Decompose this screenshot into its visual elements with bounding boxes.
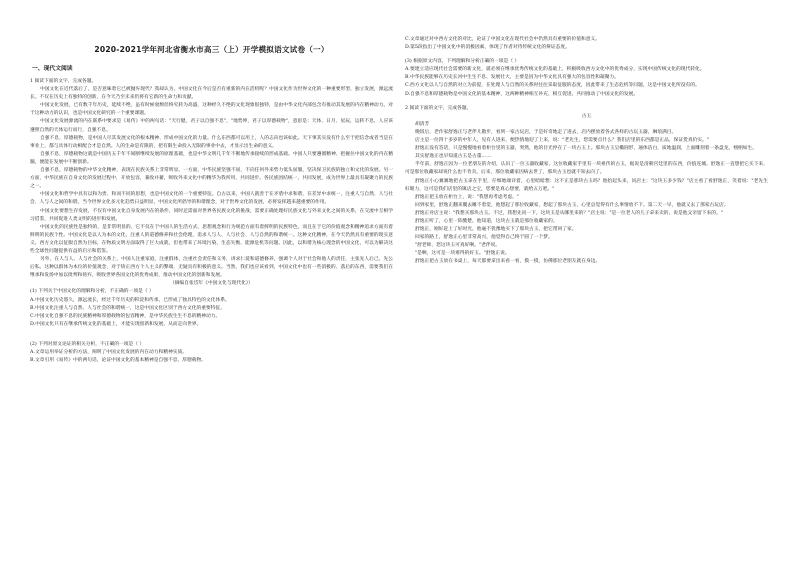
question-option: D.中国文化只有在继承传统文化的基础上，才能实现创新和发展，从而走向世界。: [30, 321, 202, 327]
story-title: 古玉: [581, 113, 592, 119]
story-paragraph: 晚饭后，老作家舒逸正与老伴儿散步，看到一家古玩店，于是好奇地走了进去，店内摆放着各式各样的古玩玉器，琳琅满目。: [415, 129, 677, 135]
part2-heading: 2 阅读下面的文字，完成各题。: [405, 105, 472, 111]
story-paragraph: 舒逸正小心翼翼地把古玉拿在手里，仔细地端详着，心里暗暗想：这不正是那块古玉吗？他抬起头来，问店主："这块玉多少钱？"店主看了看舒逸正，笑着说："老先生好眼力，这可是我们店里的镇店之宝，您要是真心想要，就给五万吧。": [405, 178, 768, 192]
story-paragraph: "舒老师，您这块玉可真好啊。"老伴说。: [415, 243, 501, 249]
story-paragraph: 舒逸正，刚好赶上了好时光。他毫不犹豫地买下了那块古玉，把它带回了家。: [415, 227, 577, 233]
story-paragraph: 舒逸正没有答话，只是慢慢地看着柜台里的玉器，突然，他的目光停在了一块古玉上。那块古玉呈椭圆形，通体洁白，质地温润，上面雕刻着一条盘龙，栩栩如生。: [415, 146, 758, 152]
story-paragraph: 半年前，舒逸正因为一位老朋友的介绍，认识了一位玉器收藏家，这位收藏家手里有一块祖传的古玉，据说是清朝宫廷里的东西，价值连城。舒逸正一直想把它买下来，可是那位收藏家却说什么也不肯卖。后来，那位收藏家因病去世了，那块古玉也就不知去向了。: [405, 162, 768, 176]
question-option: A.要建立适应现代社会需要的新文化，就必须在继承优秀传统文化的基础上，积极吸收西方文化中的优秀成分，实现中国传统文化的现代转化。: [405, 67, 705, 73]
article-paragraph: 中国文化在近代落后了，是否意味着它已被抛弃现代？我却认为，中国文化在今后是否有重新的内在活机呢？中国文化作为世界文化的一种重要形型，独立发展，源远流长。不仅在历史上有独特的创新，在今天乃至未来仍将有它新的生命力和贡献。: [30, 87, 393, 101]
left-column: [30, 0, 393, 562]
story-paragraph: 舒逸正对店主说："我想买那块古玉。不过，我想先问一下，这块玉是从哪里来的？"店主说："是一位老人的儿子拿来卖的，说是他父亲留下来的。": [415, 210, 723, 216]
story-paragraph: 舒逸正听了，心里一阵酸楚。他知道，这块古玉就是那位收藏家的。: [415, 218, 558, 224]
question-stem: (3) 根据原文内容，下列理解和分析正确的一项是（ ）: [405, 59, 520, 65]
article-paragraph: 中国文化发展源流的内在联系中要求是《易传》中的两句话："天行健，君子以自强不息"，"地势坤，君子以厚德载物"，意思是：天体、日月、星辰，运转不息，人应该遵照自然的天体运行而行，自强不息。: [30, 119, 393, 133]
story-paragraph: 回到家里，舒逸正翻来覆去睡不着觉，他想起了那位收藏家，想起了那块古玉，心里总觉得有什么事情放不下。第二天一早，他就又去了那家古玩店。: [415, 202, 729, 208]
article-paragraph: 自强不息，厚德载物这就是中国历五千年不间断继续发展的原理基础，也是中华文明几千年不断地传承接续的形成基础。中国人只要遵循精神、把握住中国文化的内在精髓，便能在发展中不断创新。: [30, 151, 393, 165]
question-option: C.中国文化自强不息的民族精神和厚德载物的包容精神，是中华民族生生不息的精神动力。: [30, 313, 221, 319]
question-option: A.文章运用举证分析的方法，阐明了中国文化发展的内在动力和精神实质。: [30, 350, 187, 355]
story-paragraph: 舒逸正把古玉放在书桌上，每天都要拿出来看一看，摸一摸，仿佛那位老朋友就在身边。: [415, 259, 601, 265]
article-paragraph: 中国文化和哲学中具有以和为贵、和而不同的思想，也是中国文化的一个重要特征。自古以来，中国人就善于在矛盾中求和谐，在差异中求统一，注重人与自然、人与社会、人与人之间的和谐。当今世界文化多元化趋势日益明显，中国文化所倡导的和谐理念，对于世界文化的发展，必将发挥越来越重要的作用。: [30, 192, 393, 206]
story-paragraph: 其实舒逸正也早知道古玉是古董……: [415, 154, 492, 160]
part1-heading: 1 阅读下面的文字，完成各题。: [30, 79, 97, 84]
story-paragraph: 店主是一位四十多岁的中年人，见有人进来，便热情地迎了上来，说："老先生，您需要点什么？我们店里的东西都是正品，保证货真价实。": [415, 138, 710, 144]
story-paragraph: "是啊，这可是一块难得的好玉。"舒逸正说。: [415, 251, 510, 257]
question-option: B.中华民族能够在历史长河中生生不息、发展壮大，主要是因为中华文化具有强大的包容性和凝聚力。: [405, 75, 620, 81]
question-stem: (1) 下列关于中国文化的理解和分析，不正确的一项是（ ）: [30, 289, 154, 295]
article-paragraph: 自强不息，厚德载物，是中国人尽其发展文化的根本精神、形成中国文化的力量。什么东西都可以用上，人的志向也该如此。天下事其实没有什么至于把信念或者当是在事业上，都与具体行动相配合才是自然。人的生命是有限的，把有限生命投入无限的事业中去，才显示出生命的意义。: [30, 135, 393, 149]
question-option: C.西方文化以人与自然的对立为前提，在处理人与自然的关系时往往采取征服的态度，因此带来了生态危机等问题，这是中国文化所没有的。: [405, 83, 700, 89]
question-option: D.自强不息和厚德载物是中国文化的基本精神，这两种精神相互补充、相互促进，共同推动了中国文化的发展。: [405, 91, 639, 97]
story-paragraph: 回家的路上，舒逸正心里非常高兴，他觉得自己终于圆了一个梦。: [415, 235, 553, 241]
question-option: A.中国文化历史悠久，源远流长，经过千年历史的积淀和传承，已形成了独具特色的文化体系。: [30, 297, 230, 303]
article-paragraph: 中国文化发展，已有数千年历史，延续不绝，虽有时候衰颓但终究转为高盛，这种经久不绝的文化现象很独特，是由中华文化内部包含有推动其发展的内在精神动力。对于这种动力的认识，也是中国文化研究的一个重要课题。: [30, 103, 393, 117]
story-paragraph: 舒逸正把玉放在柜台上，说："我想再考虑考虑。": [415, 194, 520, 200]
article-paragraph: 中国文化要想生存发展，不仅有中国文化自身发展内在的条件，同时还需面对世界各民族文化的挑战，需要正确处理好民族文化与外来文化之间的关系，在交流中互相学习借鉴，共同促进人类文明的进步和发展。: [30, 208, 393, 222]
question-stem: (2) 下列对原文论证的相关分析，不正确的一项是（ ）: [30, 341, 145, 347]
question-option: C.文章通过对中西方文化的对比，论证了中国文化在现代社会中仍然具有重要的价值和意义。: [405, 37, 600, 42]
article-paragraph: 自强不息，厚德载物的中华文化精神，表现在民族关系上非常明显。一方面，中华民族坚强不屈，不向任何外来势力低头屈服，坚决保卫民族的独立和文化的发展。另一方面，中华民族在自身文化的发展过程中，开放包容，兼收并蓄，吸收外来文化中的精华为我所用，共同进步。各民族团结统一，共同发展，成为世界上最具有凝聚力的民族之一。: [30, 168, 393, 190]
section-heading: 一、现代文阅读: [32, 66, 73, 72]
story-author: 胡清芳: [415, 121, 430, 127]
article-paragraph: 中国文化的民族性是独特的，是非常明显的。它不仅在于中国人的生活方式、思想观念和行为规范方面有着鲜明的民族特色，而且在于它的价值观念和精神追求方面有着鲜明的民族个性。中国文化是以人为本的文化，注重人的道德修养和社会伦理，追求人与人、人与社会、人与自然的和谐统一。这种文化精神，在今天仍然具有重要的现实意义。西方文化以征服自然为目标，在物质文明方面取得了巨大成就，但也带来了环境污染、生态失衡、能源危机等问题。因此，以和谐为核心理念的中国文化，可以为解决这些全球性问题提供有益的启示和借鉴。: [30, 224, 393, 254]
document-title: 2020-2021学年河北省衡水市高三（上）开学模拟语文试卷（一）: [94, 45, 329, 54]
question-option: D.第5段指出了中国文化中的消极因素，体现了作者对待传统文化的辩证态度。: [405, 45, 570, 51]
right-column: [405, 0, 768, 562]
question-option: B.文章引用《易传》中的两句话，论证中国文化的基本精神是自强不息，厚德载物。: [30, 358, 207, 364]
article-source: （摘编自张岱年《中国文化与现代化》）: [169, 281, 254, 287]
article-paragraph: 另外，在人与人、人与社会的关系上，中国人注重家庭，注重群体，注重社会责任和义务，讲求仁爱和道德修养，强调个人对于社会和他人的责任，主张先人后己，先公后私。这种以群体为本位的价值观念，对于矫正西方个人主义的弊端，无疑具有积极的意义。当然，我们也应该看到，中国文化中也有一些消极的、落后的东西，需要我们在继承和发扬中加以批判和扬弃，吸收世界各国文化的优秀成果，推动中国文化的创新和发展。: [30, 257, 393, 279]
question-option: B.中国文化注重人与自然、人与社会的和谐统一，这是中国文化区别于西方文化的重要特征。: [30, 305, 226, 311]
